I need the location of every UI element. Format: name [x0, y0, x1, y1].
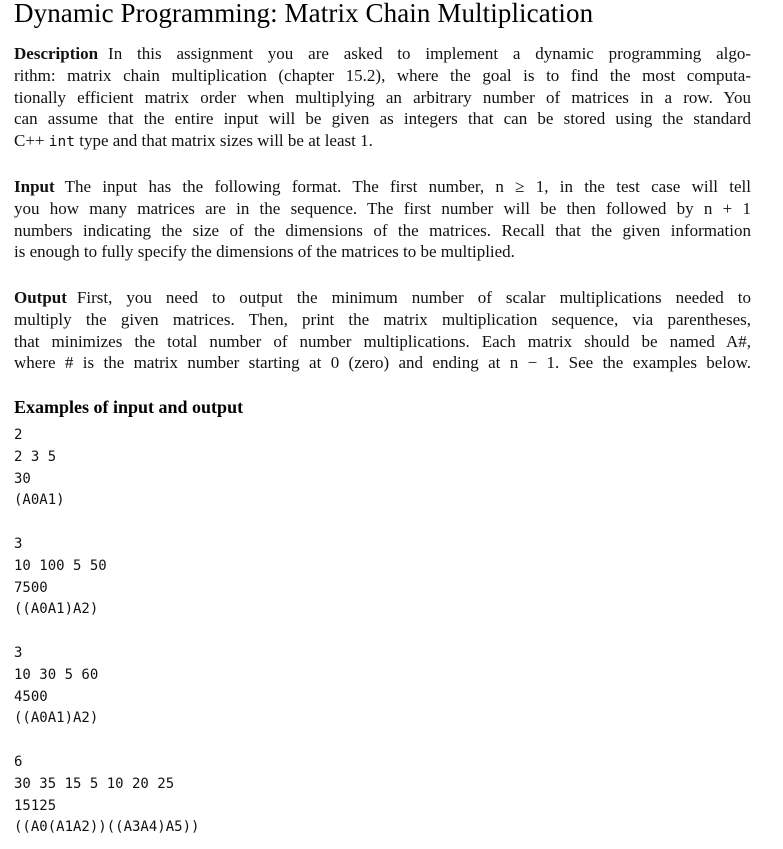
description-line: In this assignment you are asked to implement a dynamic programming algo-: [108, 44, 751, 63]
example-block: [14, 752, 199, 839]
example-cost: 7500: [14, 579, 48, 596]
example-order: ((A0A1)A2): [14, 710, 99, 727]
example-n: 3: [14, 536, 23, 552]
description-cpp: C++: [14, 131, 45, 151]
output-label: Output: [14, 288, 67, 307]
input-section: [14, 176, 751, 263]
input-line: is enough to fully specify the dimensions of the matrices to be multiplied.: [14, 242, 515, 262]
description-label: Description: [14, 44, 99, 63]
output-line: that minimizes the total number of number multiplications. Each matrix should be named A#,: [14, 331, 751, 351]
example-block: [14, 425, 65, 512]
description-line: can assume that the entire input will be given as integers that can be stored using the standard: [14, 109, 751, 129]
example-dims: 10 100 5 50: [14, 557, 107, 574]
examples-heading: Examples of input and output: [14, 397, 244, 417]
example-order: (A0A1): [14, 492, 65, 509]
output-section: [14, 287, 751, 374]
example-n: 3: [14, 645, 23, 661]
example-n: 2: [14, 427, 23, 443]
example-order: ((A0A1)A2): [14, 601, 99, 618]
page-title: Dynamic Programming: Matrix Chain Multiplication: [14, 0, 594, 28]
example-dims: 10 30 5 60: [14, 666, 99, 683]
description-section: [14, 43, 751, 154]
example-cost: 30: [14, 470, 31, 487]
output-line: where # is the matrix number starting at 0 (zero) and ending at n − 1. See the examples below.: [14, 353, 751, 373]
output-line: multiply the given matrices. Then, print the matrix multiplication sequence, via parentheses,: [14, 309, 751, 329]
input-label: Input: [14, 177, 55, 196]
example-block: [14, 534, 107, 621]
input-line: you how many matrices are in the sequence. The first number will be then followed by n + 1: [14, 198, 751, 218]
description-line: rithm: matrix chain multiplication (chapter 15.2), where the goal is to find the most computa-: [14, 65, 751, 85]
example-cost: 4500: [14, 688, 48, 705]
input-line: numbers indicating the size of the dimensions of the matrices. Recall that the given information: [14, 220, 751, 240]
description-int-code: int: [48, 134, 75, 151]
example-cost: 15125: [14, 797, 57, 814]
description-line: tionally efficient matrix order when multiplying an arbitrary number of matrices in a row. You: [14, 87, 751, 107]
example-dims: 30 35 15 5 10 20 25: [14, 775, 175, 792]
input-line: The input has the following format. The first number, n ≥ 1, in the test case will tell: [64, 177, 751, 196]
output-line: First, you need to output the minimum number of scalar multiplications needed to: [76, 288, 751, 307]
description-tail: type and that matrix sizes will be at least 1.: [79, 131, 373, 151]
example-order: ((A0(A1A2))((A3A4)A5)): [14, 819, 200, 836]
example-dims: 2 3 5: [14, 448, 57, 465]
example-block: [14, 643, 98, 730]
example-n: 6: [14, 754, 23, 770]
